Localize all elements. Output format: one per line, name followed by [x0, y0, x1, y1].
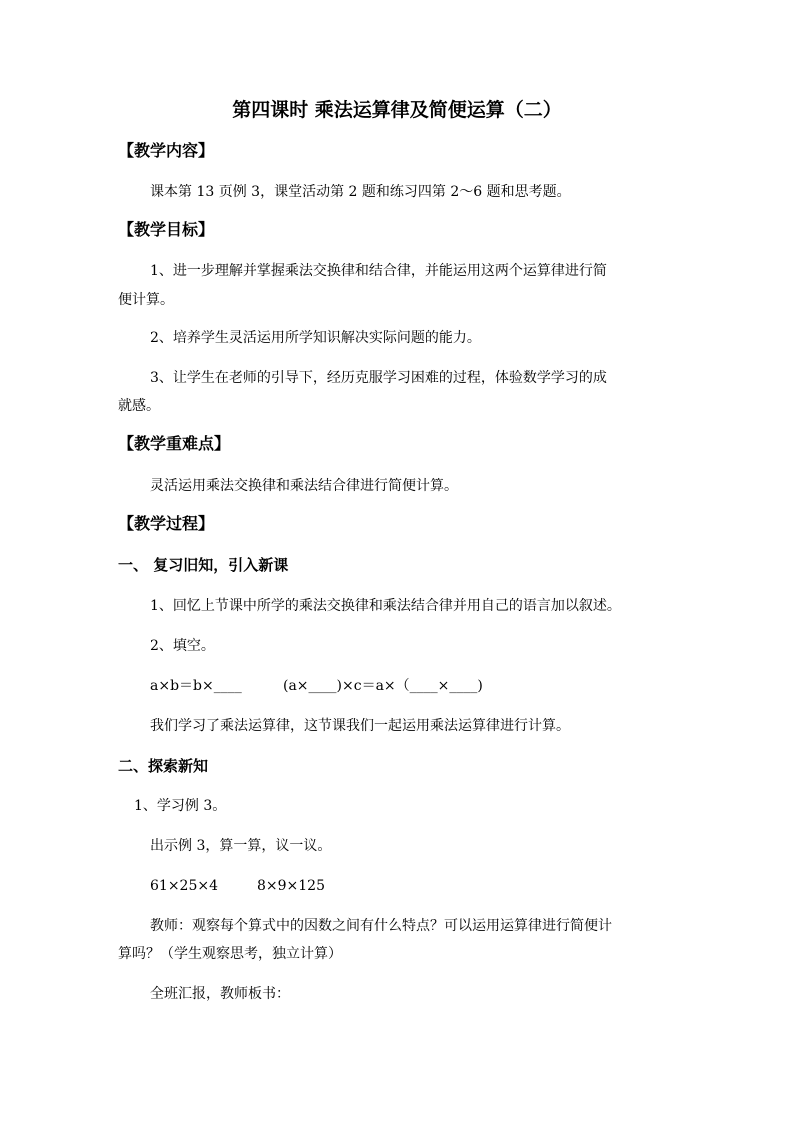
part-2-show: 出示例 3，算一算，议一议。 [150, 838, 332, 854]
report-text: 全班汇报，教师板书： [150, 986, 290, 1002]
part-1-item-1: 1、回忆上节课中所学的乘法交换律和乘法结合律并用自己的语言加以叙述。 [150, 598, 621, 614]
part-2-heading: 二、探索新知 [118, 757, 209, 775]
goal-3-line-1: 3、让学生在老师的引导下，经历克服学习困难的过程，体验数学学习的成 [150, 370, 607, 386]
content-text: 课本第 13 页例 3，课堂活动第 2 题和练习四第 2～6 题和思考题。 [150, 184, 571, 200]
section-heading-goals: 【教学目标】 [118, 220, 215, 239]
part-1-summary: 我们学习了乘法运算律，这节课我们一起运用乘法运算律进行计算。 [150, 718, 570, 734]
page-title: 第四课时 乘法运算律及简便运算（二） [232, 99, 562, 121]
goal-1-line-2: 便计算。 [118, 292, 174, 308]
section-heading-content: 【教学内容】 [118, 141, 215, 160]
goal-2: 2、培养学生灵活运用所学知识解决实际问题的能力。 [150, 330, 481, 346]
section-heading-keypoints: 【教学重难点】 [118, 434, 231, 453]
keypoints-text: 灵活运用乘法交换律和乘法结合律进行简便计算。 [150, 478, 458, 494]
expression-2: 8×9×125 [257, 878, 325, 894]
part-1-heading: 一、 复习旧知，引入新课 [118, 556, 289, 574]
goal-3-line-2: 就感。 [118, 398, 160, 414]
teacher-line-2: 算吗？（学生观察思考，独立计算） [118, 946, 342, 962]
goal-1-line-1: 1、进一步理解并掌握乘法交换律和结合律，并能运用这两个运算律进行简 [150, 263, 607, 279]
part-1-item-2: 2、填空。 [150, 638, 215, 654]
formula-associative: (a×____)×c＝a×（____×____) [283, 678, 483, 694]
expression-1: 61×25×4 [150, 878, 218, 894]
section-heading-process: 【教学过程】 [118, 514, 215, 533]
formula-commutative: a×b＝b×____ [150, 678, 242, 694]
teacher-line-1: 教师：观察每个算式中的因数之间有什么特点？可以运用运算律进行简便计 [150, 918, 612, 934]
part-2-item-1: 1、学习例 3。 [134, 798, 227, 814]
